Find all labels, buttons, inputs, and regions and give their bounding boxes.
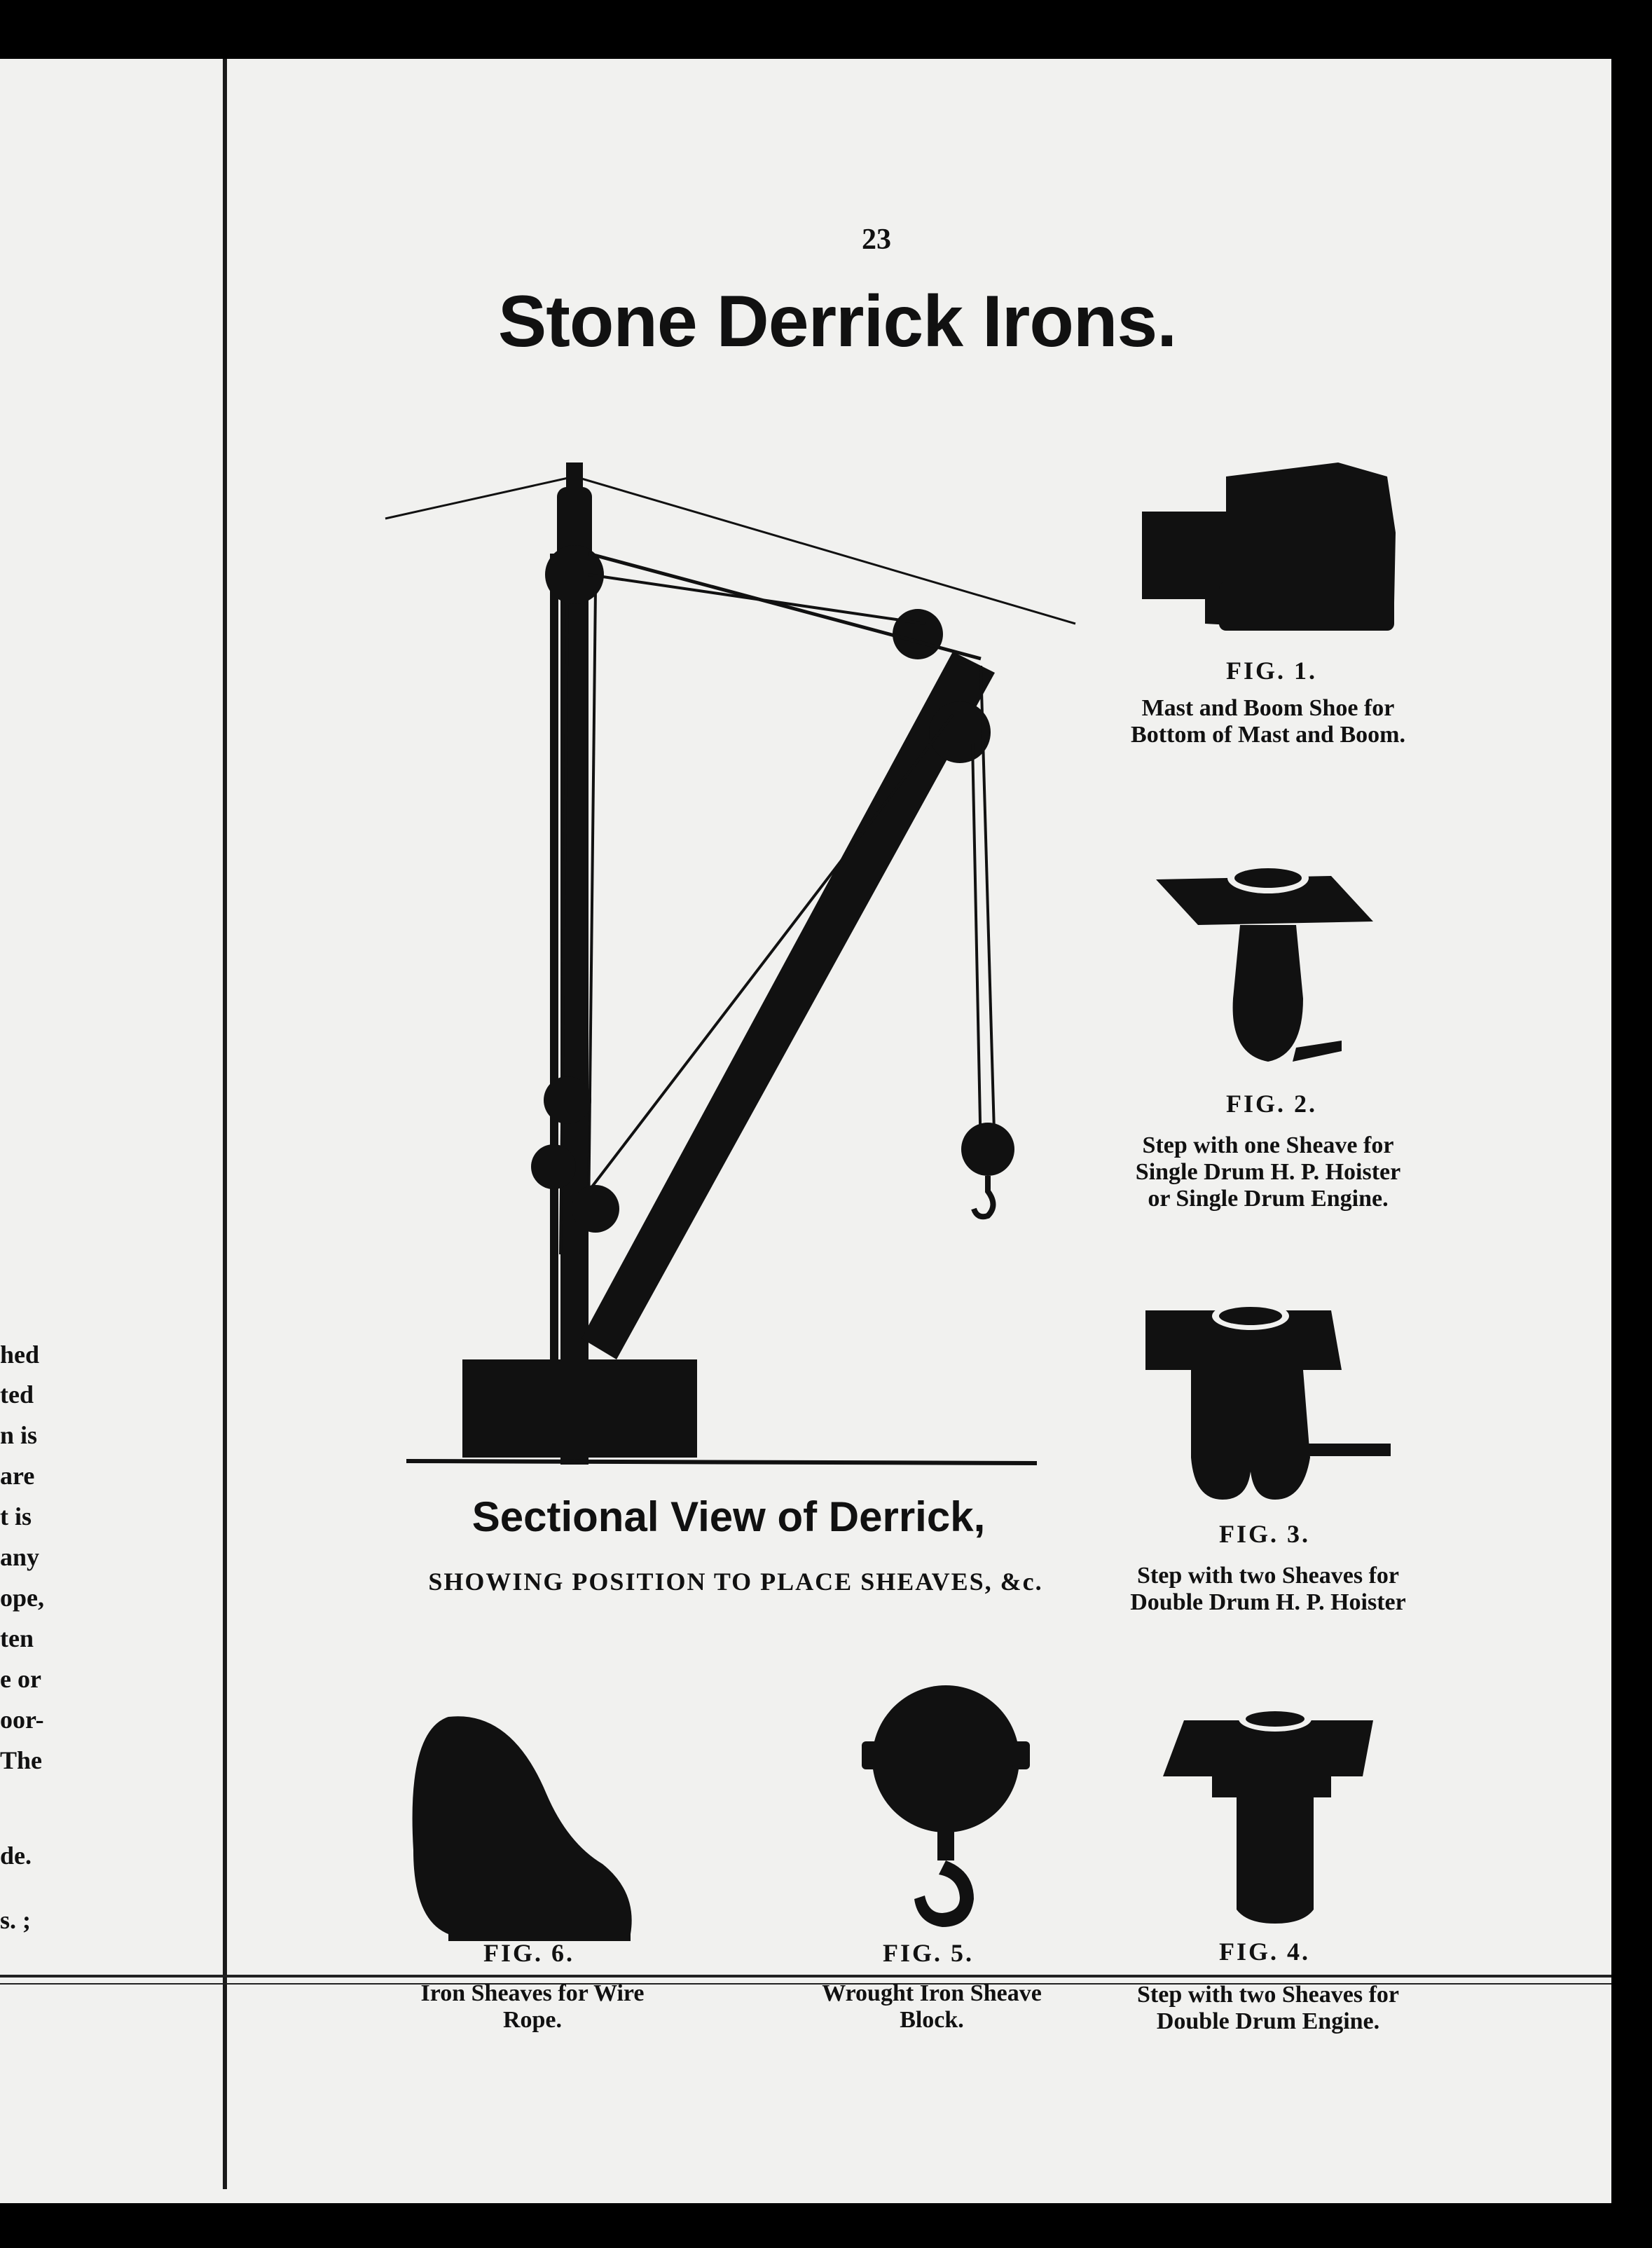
left-fragment: The <box>0 1746 43 1774</box>
derrick-illustration <box>378 448 1093 1472</box>
left-fragment: ted <box>0 1380 34 1409</box>
fig-2-label: FIG. 2. <box>1225 1090 1317 1118</box>
caption-line: Iron Sheaves for Wire <box>420 1980 645 2006</box>
fig-5-label: FIG. 5. <box>882 1939 974 1967</box>
mast-boom-shoe-figure <box>1135 455 1401 645</box>
left-fragment: e or <box>0 1665 41 1693</box>
caption-line: Rope. <box>502 2007 563 2033</box>
derrick-section-title: Sectional View of Derrick, <box>471 1493 986 1540</box>
caption-line: Bottom of Mast and Boom. <box>1131 722 1405 748</box>
book-gutter <box>223 59 227 2189</box>
caption-line: Wrought Iron Sheave <box>822 1980 1042 2006</box>
caption-line: Mast and Boom Shoe for <box>1141 695 1395 721</box>
left-fragment: s. ; <box>0 1906 31 1934</box>
caption-line: Step with one Sheave for <box>1142 1132 1394 1158</box>
caption-line: Step with two Sheaves for <box>1137 1982 1399 2008</box>
left-fragment: ope, <box>0 1584 44 1612</box>
step-one-sheave-figure <box>1156 858 1387 1069</box>
left-fragment: n is <box>0 1421 38 1449</box>
fig-6-caption <box>357 1980 708 2034</box>
left-fragment: any <box>0 1543 40 1571</box>
step-two-sheaves-hoister-figure <box>1135 1296 1401 1507</box>
fig-6-label: FIG. 6. <box>483 1939 574 1967</box>
caption-line: Double Drum Engine. <box>1156 2008 1380 2034</box>
step-two-sheaves-engine-figure <box>1163 1706 1387 1931</box>
left-fragment: ten <box>0 1624 34 1652</box>
caption-line: Step with two Sheaves for <box>1137 1563 1399 1589</box>
left-fragment: t is <box>0 1502 32 1530</box>
left-fragment: de. <box>0 1842 32 1870</box>
fig-4-caption <box>1093 1982 1443 2035</box>
fig-1-label: FIG. 1. <box>1225 657 1317 685</box>
sheave-block-figure <box>855 1675 1037 1934</box>
fig-2-caption <box>1093 1132 1443 1212</box>
page-number: 23 <box>862 224 891 256</box>
fig-4-label: FIG. 4. <box>1218 1938 1310 1966</box>
left-fragment: hed <box>0 1341 40 1369</box>
derrick-section-subtitle: SHOWING POSITION TO PLACE SHEAVES, &c. <box>428 1568 1043 1596</box>
left-fragment: are <box>0 1462 35 1490</box>
wire-rope-sheave-figure <box>406 1710 645 1948</box>
caption-line: Double Drum H. P. Hoister <box>1130 1589 1406 1615</box>
fig-3-label: FIG. 3. <box>1218 1520 1310 1548</box>
caption-line: or Single Drum Engine. <box>1148 1186 1389 1212</box>
left-fragment: oor- <box>0 1706 44 1734</box>
fig-1-caption <box>1093 695 1443 748</box>
page-title: Stone Derrick Irons. <box>497 281 1177 362</box>
caption-line: Block. <box>900 2007 964 2033</box>
bottom-rule <box>0 1975 1611 1978</box>
fig-3-caption <box>1093 1563 1443 1616</box>
caption-line: Single Drum H. P. Hoister <box>1135 1159 1401 1185</box>
fig-5-caption <box>757 1980 1107 2034</box>
